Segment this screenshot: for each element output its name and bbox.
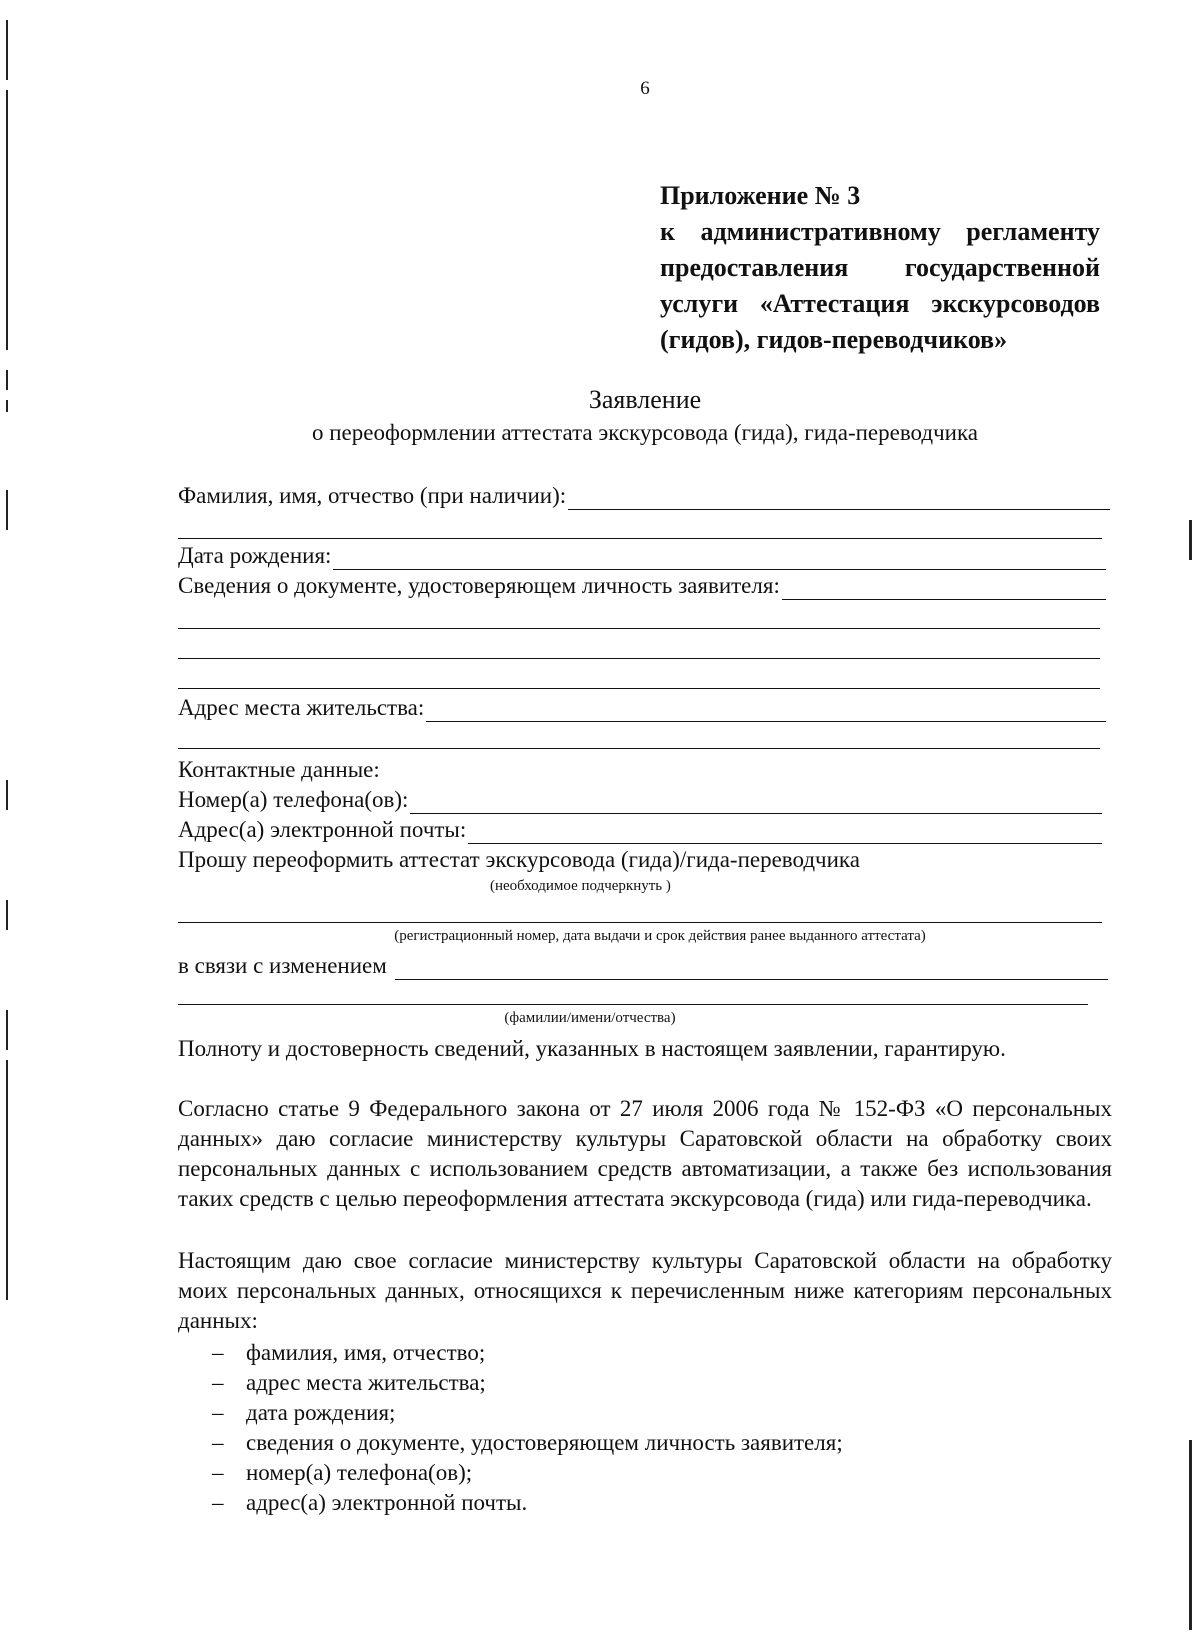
address-label: Адрес места жительства: — [178, 695, 425, 720]
list-dash: – — [212, 1370, 224, 1395]
request-text — [178, 846, 1112, 874]
attestat-caption: (регистрационный номер, дата выдачи и срок действия ранее выданного аттестата) — [394, 928, 926, 944]
request-label: Прошу переоформить аттестат экскурсовода (гида)/гида-переводчика — [178, 847, 860, 872]
list-item — [212, 1488, 1092, 1518]
appendix-line-2: к административному регламенту — [660, 217, 1100, 246]
birth-date-line[interactable] — [333, 547, 1106, 570]
birth-date-field[interactable] — [178, 542, 1106, 570]
list-item-text: номер(а) телефона(ов); — [246, 1460, 473, 1485]
change-caption: (фамилии/имени/отчества) — [504, 1010, 676, 1026]
emails-line[interactable] — [468, 821, 1102, 844]
list-item-text: дата рождения; — [246, 1400, 396, 1425]
scan-edge-left — [6, 20, 8, 1620]
scan-edge-right — [1189, 520, 1192, 1630]
emails-field[interactable] — [178, 816, 1102, 844]
birth-date-label: Дата рождения: — [178, 543, 332, 568]
consent-paragraph-1: Согласно статье 9 Федерального закона от 27 июля 2006 года № 152-ФЗ «О персональных данных» даю согласие министерству культуры Саратовской области на обработку своих персональных данных с использованием средств автоматизации, а также без использования таких средств с целью переоформления аттестата экскурсовода (гида) или гида-переводчика. — [178, 1096, 1112, 1211]
id-document-extra-line-1[interactable] — [178, 628, 1100, 629]
list-dash: – — [212, 1460, 224, 1485]
page-number: 6 — [640, 78, 650, 99]
consent-paragraph-2: Настоящим даю свое согласие министерству культуры Саратовской области на обработку моих персональных данных, относящихся к перечисленным ниже категориям персональных данных: — [178, 1248, 1112, 1333]
list-item-text: сведения о документе, удостоверяющем личность заявителя; — [246, 1430, 843, 1455]
list-dash: – — [212, 1340, 224, 1365]
change-field[interactable] — [178, 952, 1108, 980]
list-item-text: адрес(а) электронной почты. — [246, 1490, 528, 1515]
list-dash: – — [212, 1490, 224, 1515]
appendix-header — [660, 178, 1100, 358]
address-field[interactable] — [178, 694, 1106, 722]
contacts-heading — [178, 756, 1106, 784]
phones-label: Номер(а) телефона(ов): — [178, 787, 409, 812]
list-item — [212, 1398, 1092, 1428]
appendix-line-3: предоставления государственной — [660, 253, 1100, 282]
id-document-extra-line-3[interactable] — [178, 688, 1100, 689]
id-document-extra-line-2[interactable] — [178, 658, 1100, 659]
full-name-line[interactable] — [568, 487, 1110, 510]
list-item — [212, 1458, 1092, 1488]
list-item — [212, 1338, 1092, 1368]
appendix-line-5: (гидов), гидов-переводчиков» — [660, 325, 1008, 354]
change-extra-line[interactable] — [178, 1004, 1088, 1005]
id-document-line[interactable] — [782, 577, 1106, 600]
address-extra-line[interactable] — [178, 748, 1100, 749]
phones-field[interactable] — [178, 786, 1102, 814]
change-label: в связи с изменением — [178, 953, 387, 978]
categories-list — [212, 1338, 1092, 1518]
list-item — [212, 1368, 1092, 1398]
list-dash: – — [212, 1400, 224, 1425]
full-name-field[interactable] — [178, 482, 1110, 510]
list-item-text: фамилия, имя, отчество; — [246, 1340, 486, 1365]
attestat-line[interactable] — [178, 922, 1102, 923]
change-line[interactable] — [395, 957, 1108, 980]
list-item — [212, 1428, 1092, 1458]
contacts-label: Контактные данные: — [178, 757, 380, 782]
list-dash: – — [212, 1430, 224, 1455]
list-item-text: адрес места жительства; — [246, 1370, 486, 1395]
address-line[interactable] — [426, 699, 1106, 722]
appendix-line-1: Приложение № 3 — [660, 181, 861, 210]
id-document-label: Сведения о документе, удостоверяющем личность заявителя: — [178, 573, 780, 598]
document-title: Заявление — [588, 385, 702, 414]
appendix-line-4: услуги «Аттестация экскурсоводов — [660, 289, 1100, 318]
request-note: (необходимое подчеркнуть ) — [490, 878, 671, 894]
id-document-field[interactable] — [178, 572, 1106, 600]
document-subtitle: о переоформлении аттестата экскурсовода (гида), гида-переводчика — [312, 420, 978, 445]
emails-label: Адрес(а) электронной почты: — [178, 817, 467, 842]
guarantee-paragraph: Полноту и достоверность сведений, указанных в настоящем заявлении, гарантирую. — [178, 1036, 1006, 1061]
phones-line[interactable] — [410, 791, 1102, 814]
full-name-label: Фамилия, имя, отчество (при наличии): — [178, 483, 567, 508]
full-name-extra-line[interactable] — [178, 538, 1102, 539]
